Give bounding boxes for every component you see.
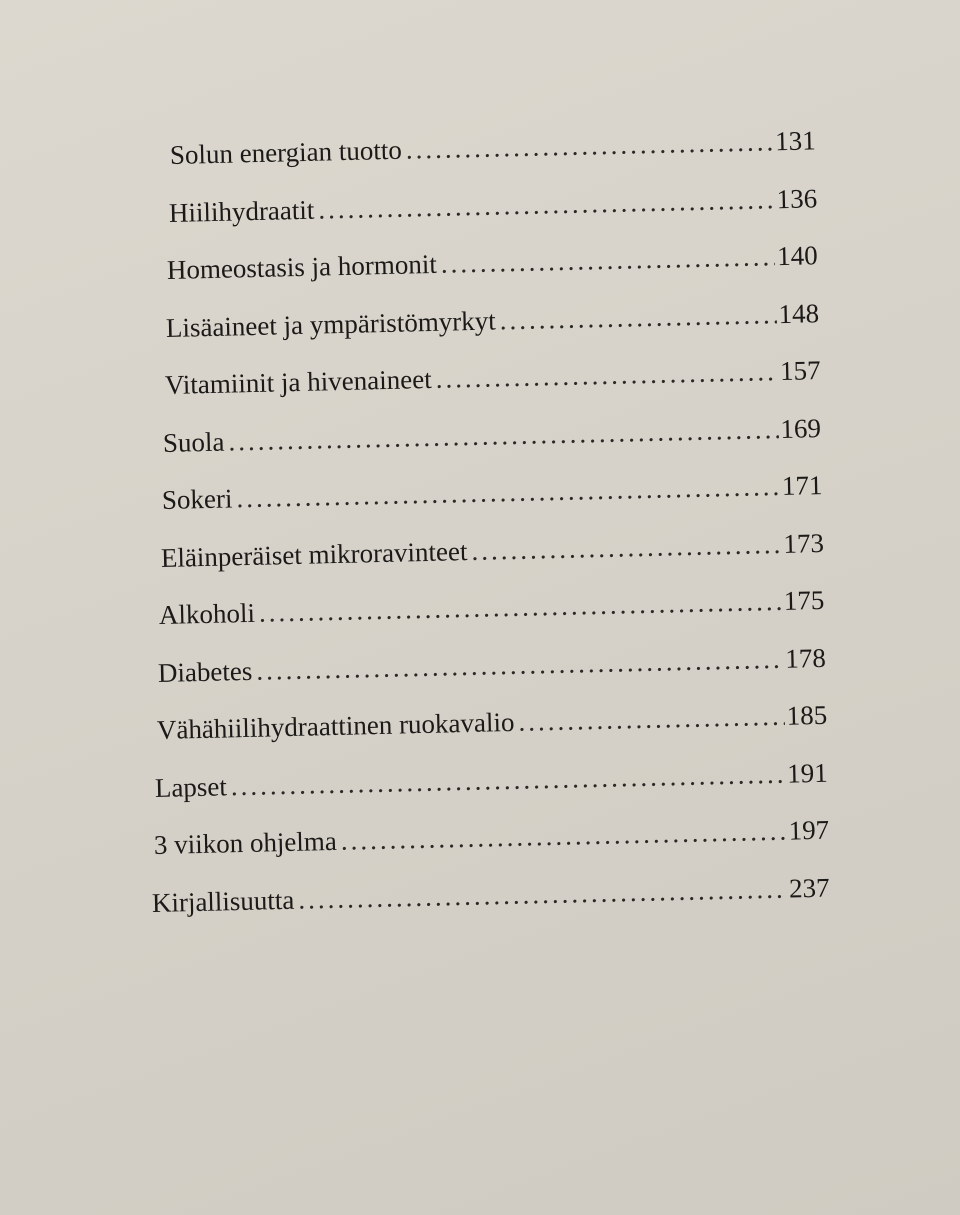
toc-entry-title: Vähähiilihydraattinen ruokavalio — [156, 706, 515, 745]
toc-entry-title: Lapset — [154, 770, 228, 803]
toc-entry — [168, 183, 817, 238]
toc-entry-title: Diabetes — [157, 655, 253, 688]
toc-entry-page: 140 — [777, 240, 819, 272]
toc-entry-page: 131 — [774, 125, 817, 157]
toc-entry-page: 191 — [786, 757, 829, 789]
toc-entry — [159, 585, 825, 640]
toc-entry — [160, 527, 824, 582]
toc-entry-title: Eläinperäiset mikroravinteet — [160, 535, 468, 573]
dot-leader — [340, 816, 786, 857]
toc-entry-title: Kirjallisuutta — [151, 884, 296, 918]
toc-entry-title: 3 viikon ohjelma — [153, 825, 337, 860]
dot-leader — [499, 299, 777, 336]
toc-entry — [165, 298, 819, 353]
toc-entry — [153, 815, 829, 870]
dot-leader — [441, 241, 776, 280]
toc-entry — [155, 757, 829, 812]
toc-entry — [170, 125, 817, 180]
toc-entry-title: Vitamiinit ja hivenaineet — [164, 363, 432, 400]
dot-leader — [435, 356, 778, 395]
dot-leader — [405, 126, 773, 165]
toc-entry-page: 197 — [788, 814, 830, 846]
toc-entry-title: Alkoholi — [158, 597, 256, 630]
dot-leader — [471, 528, 782, 566]
toc-entry-page: 173 — [782, 527, 824, 559]
toc-entry — [161, 470, 822, 525]
toc-entry — [164, 355, 821, 410]
toc-entry-page: 169 — [780, 412, 822, 444]
toc-entry-title: Lisäaineet ja ympäristömyrkyt — [165, 305, 496, 343]
dot-leader — [259, 586, 783, 629]
toc-entry — [157, 642, 826, 697]
toc-entry-page: 148 — [778, 297, 820, 329]
dot-leader — [236, 471, 780, 514]
toc-entry — [163, 413, 822, 468]
dot-leader — [231, 758, 786, 802]
toc-entry-page: 175 — [783, 584, 825, 616]
toc-entry-page: 185 — [785, 699, 828, 731]
toc-entry-page: 237 — [789, 872, 831, 904]
dot-leader — [228, 414, 779, 457]
toc-entry-title: Suola — [162, 426, 225, 458]
toc-entry — [167, 240, 819, 295]
toc-entry-page: 136 — [775, 182, 818, 214]
toc-entry-page: 157 — [779, 355, 821, 387]
toc-entry-title: Sokeri — [161, 483, 233, 515]
toc-entry — [152, 872, 831, 927]
toc-entry-title: Homeostasis ja hormonit — [166, 248, 438, 285]
toc-entry-title: Hiilihydraatit — [168, 194, 315, 228]
dot-leader — [518, 701, 785, 738]
dot-leader — [256, 643, 784, 686]
dot-leader — [298, 873, 787, 915]
dot-leader — [318, 184, 775, 225]
toc-entry-title: Solun energian tuotto — [169, 134, 403, 170]
toc-entry-page: 171 — [781, 470, 823, 501]
toc-entry — [156, 700, 827, 755]
toc-entry-page: 178 — [784, 642, 826, 674]
